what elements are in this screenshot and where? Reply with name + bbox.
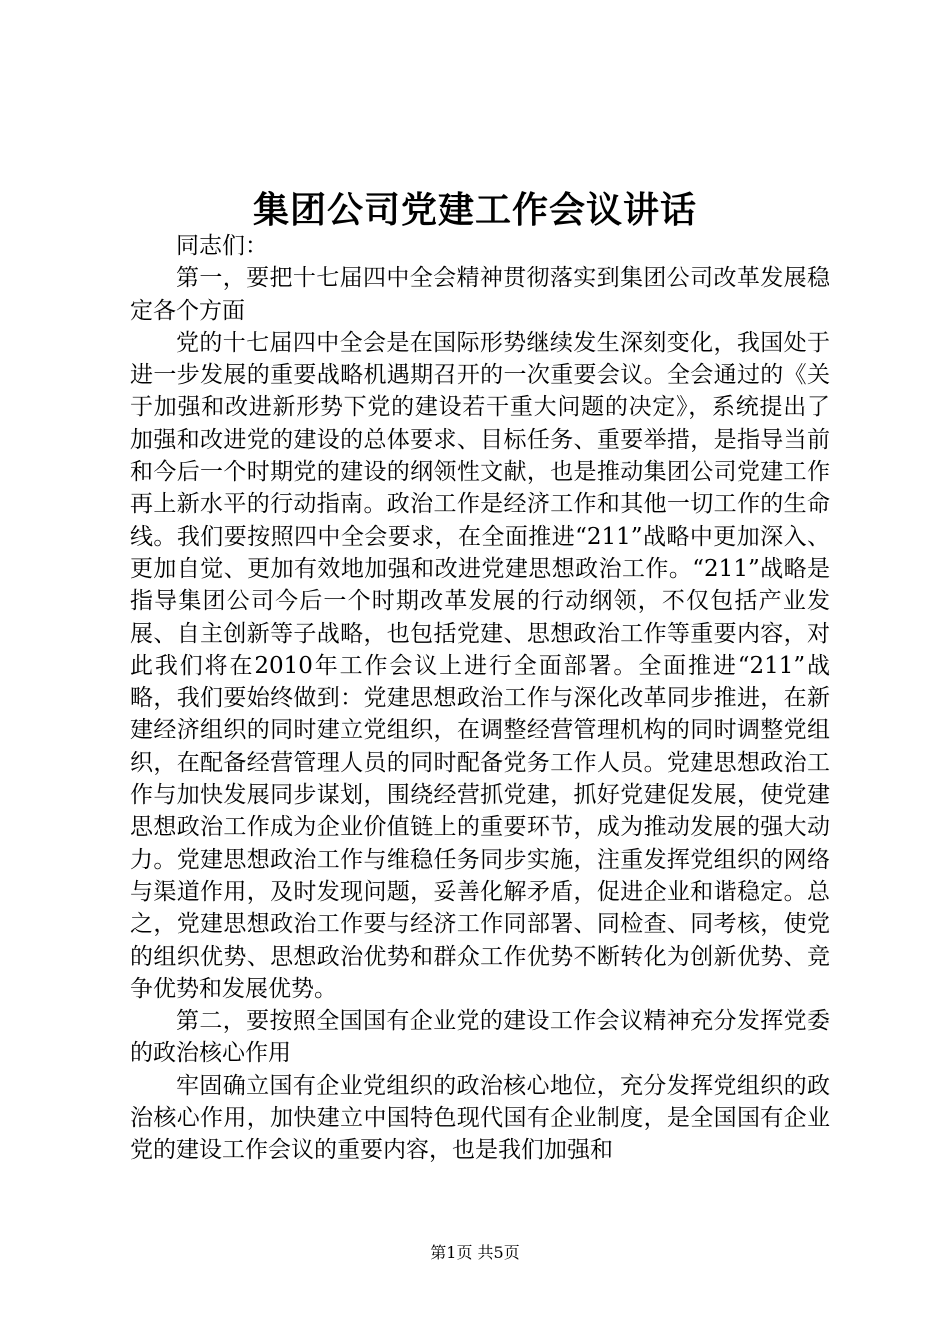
salutation-paragraph: 同志们： (176, 233, 268, 259)
document-title: 集团公司党建工作会议讲话 (252, 189, 697, 231)
section-two-heading: 第二，要按照全国国有企业党的建设工作会议精神充分发挥党委的政治核心作用 (130, 1008, 830, 1067)
section-one-heading: 第一，要把十七届四中全会精神贯彻落实到集团公司改革发展稳定各个方面 (130, 265, 830, 324)
section-two-body: 牢固确立国有企业党组织的政治核心地位，充分发挥党组织的政治核心作用，加快建立中国特色现代国有企业制度，是全国国有企业党的建设工作会议的重要内容，也是我们加强和 (130, 1072, 830, 1164)
document-body (130, 230, 830, 1167)
section-one-body: 党的十七届四中全会是在国际形势继续发生深刻变化，我国处于进一步发展的重要战略机遇期召开的一次重要会议。全会通过的《关于加强和改进新形势下党的建设若干重大问题的决定》，系统提出了加强和改进党的建设的总体要求、目标任务、重要举措，是指导当前和今后一个时期党的建设的纲领性文献，也是推动集团公司党建工作再上新水平的行动指南。政治工作是经济工作和其他一切工作的生命线。我们要按照四中全会要求，在全面推进“211”战略中更加深入、更加自觉、更加有效地加强和改进党建思想政治工作。“211”战略是指导集团公司今后一个时期改革发展的行动纲领，不仅包括产业发展、自主创新等子战略，也包括党建、思想政治工作等重要内容，对此我们将在2010年工作会议上进行全面部署。全面推进“211”战略，我们要始终做到：党建思想政治工作与深化改革同步推进，在新建经济组织的同时建立党组织，在调整经营管理机构的同时调整党组织，在配备经营管理人员的同时配备党务工作人员。党建思想政治工作与加快发展同步谋划，围绕经营抓党建，抓好党建促发展，使党建思想政治工作成为企业价值链上的重要环节，成为推动发展的强大动力。党建思想政治工作与维稳任务同步实施，注重发挥党组织的网络与渠道作用，及时发现问题，妥善化解矛盾，促进企业和谐稳定。总之，党建思想政治工作要与经济工作同部署、同检查、同考核，使党的组织优势、思想政治优势和群众工作优势不断转化为创新优势、竞争优势和发展优势。 (130, 329, 830, 1002)
page-footer: 第1页 共5页 (430, 1243, 520, 1262)
